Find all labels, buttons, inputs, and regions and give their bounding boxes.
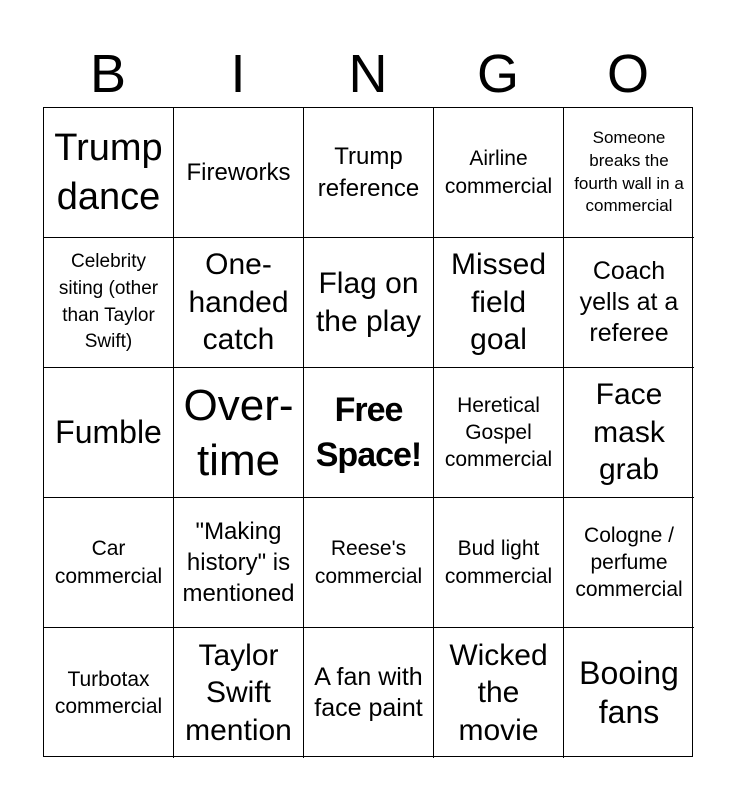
bingo-cell[interactable] <box>564 368 694 498</box>
bingo-header <box>43 44 693 104</box>
cell-text: Airline commercial <box>444 147 553 198</box>
bingo-cell[interactable] <box>564 628 694 758</box>
cell-text: Booing fans <box>579 654 679 730</box>
bingo-cell[interactable] <box>44 108 174 238</box>
bingo-board <box>43 107 693 757</box>
bingo-cell[interactable] <box>564 498 694 628</box>
bingo-cell[interactable] <box>434 498 564 628</box>
bingo-cell[interactable] <box>44 368 174 498</box>
header-letter-g: G <box>476 44 519 104</box>
cell-text: Taylor Swift mention <box>185 638 292 747</box>
bingo-cell[interactable] <box>304 238 434 368</box>
cell-text: Trump reference <box>317 143 420 202</box>
cell-text: Heretical Gospel commercial <box>444 393 553 472</box>
bingo-cell[interactable] <box>434 238 564 368</box>
cell-text: Cologne / perfume commercial <box>575 523 683 602</box>
header-letter-b: B <box>89 44 127 104</box>
bingo-cell[interactable] <box>304 628 434 758</box>
bingo-cell[interactable] <box>564 108 694 238</box>
cell-text: Missed field goal <box>450 248 547 357</box>
bingo-cell[interactable] <box>434 108 564 238</box>
cell-text: Bud light commercial <box>444 537 553 588</box>
header-letter-o: O <box>606 44 649 104</box>
bingo-cell[interactable] <box>44 238 174 368</box>
header-letter-n: N <box>348 44 388 104</box>
cell-text: Fireworks <box>186 158 291 186</box>
cell-text: Face mask grab <box>593 378 665 487</box>
cell-text: Someone breaks the fourth wall in a commercial <box>574 128 684 216</box>
cell-text: Free Space! <box>315 391 422 474</box>
cell-text: Coach yells at a referee <box>579 256 679 348</box>
header-letter-i: I <box>230 44 246 104</box>
cell-text: A fan with face paint <box>314 662 423 722</box>
cell-text: Flag on the play <box>315 267 422 338</box>
cell-text: "Making history" is mentioned <box>182 517 295 608</box>
bingo-cell[interactable] <box>434 628 564 758</box>
cell-text: Car commercial <box>54 537 163 588</box>
bingo-cell[interactable] <box>44 498 174 628</box>
bingo-cell[interactable] <box>174 238 304 368</box>
bingo-cell[interactable] <box>304 498 434 628</box>
bingo-cell[interactable] <box>44 628 174 758</box>
bingo-cell[interactable] <box>174 498 304 628</box>
cell-text: Wicked the movie <box>449 638 548 747</box>
cell-text: Celebrity siting (other than Taylor Swift) <box>58 251 159 353</box>
cell-text: Trump dance <box>54 126 163 218</box>
bingo-cell[interactable] <box>434 368 564 498</box>
bingo-cell[interactable] <box>174 108 304 238</box>
cell-text: Over-time <box>183 380 294 485</box>
bingo-cell[interactable] <box>174 628 304 758</box>
free-space-cell[interactable] <box>304 368 434 498</box>
cell-text: Turbotax commercial <box>54 667 163 718</box>
cell-text: Reese's commercial <box>314 537 423 588</box>
cell-text: Fumble <box>55 413 162 450</box>
bingo-cell[interactable] <box>174 368 304 498</box>
bingo-cell[interactable] <box>564 238 694 368</box>
cell-text: One-handed catch <box>188 248 289 357</box>
bingo-cell[interactable] <box>304 108 434 238</box>
